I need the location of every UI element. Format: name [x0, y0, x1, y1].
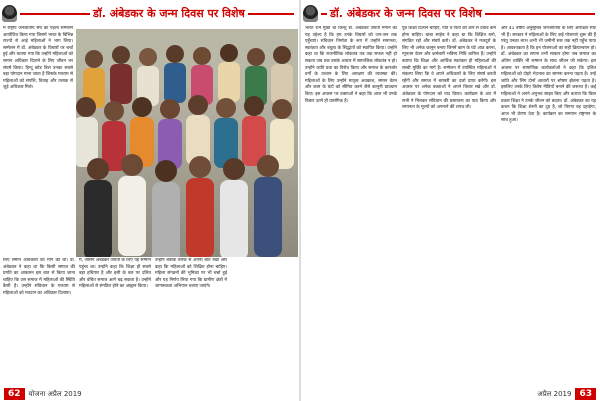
- article-text: और 41 वर्षीय अनुसूचित जनजातियों के लिए आरक्षित सीटें भी हैं। सरकार ने महिलाओं के लिए कई योजनाएं शुरू की हैं परंतु उनका लाभ अभी भी जमीनी स्तर तक नहीं पहुँच पाया है। आवश्यकता है कि इन योजनाओं का सही क्रियान्वयन हो। डॉ. अंबेडकर का सपना तभी साकार होगा जब समाज का अंतिम व्यक्ति भी सम्मान के साथ जीवन जी सकेगा। इस अवसर पर सामाजिक कार्यकर्ताओं ने कहा कि दलित महिलाओं को दोहरे भेदभाव का सामना करना पड़ता है। उन्हें जाति और लिंग दोनों आधारों पर शोषण झेलना पड़ता है। इसलिए उनके लिए विशेष नीतियाँ बनाने की जरूरत है। कई महिलाओं ने अपने अनुभव साझा किए और बताया कि किस प्रकार शिक्षा ने उनके जीवन को बदला। डॉ. अंबेडकर का यह कथन कि शिक्षा शेरनी का दूध है, जो पिएगा वह दहाड़ेगा, आज भी प्रेरणा देता है। कार्यक्रम का समापन राष्ट्रगान के साथ हुआ।: [501, 26, 596, 124]
- page-title: डॉ. अंबेडकर के जन्म दिवस पर विशेष: [330, 7, 482, 20]
- article-column: [3, 26, 73, 256]
- article-column: [501, 26, 596, 384]
- issue-date: अप्रैल 2019: [537, 389, 572, 398]
- left-page-header: [2, 5, 297, 22]
- article-column: [305, 26, 397, 384]
- article-text: पुत्र शिक्षा दिलाने चाहिए, पति व पिता की ओर से दबाव कम होना चाहिए। बाबा साहेब ने कहा था कि शिक्षित बनो, संगठित रहो और संघर्ष करो। डॉ. अंबेडकर ने मजदूरों के लिए भी अनेक कानून बनाए जिनमें काम के घंटे आठ करना, न्यूनतम वेतन और कर्मचारी भविष्य निधि शामिल हैं। उन्होंने बताया कि शिक्षा और आर्थिक स्वतंत्रता ही महिलाओं की सच्ची मुक्ति का मार्ग है। सम्मेलन में उपस्थित महिलाओं ने संकल्प लिया कि वे अपने अधिकारों के लिए संघर्ष करती रहेंगी और समाज में बराबरी का दर्जा प्राप्त करेंगी। इस अवसर पर अनेक वक्ताओं ने अपने विचार रखे और डॉ. अंबेडकर के योगदान को याद किया। कार्यक्रम के अंत में सभी ने मिलकर संविधान की प्रस्तावना का पाठ किया और समानता के मूल्यों को अपनाने की शपथ ली।: [402, 26, 496, 111]
- article-text: उन्होंने बेबाक तरीके से अपनी बात रखी और कहा कि महिलाओं को शिक्षित होना चाहिए। महिला संगठनों की भूमिका पर भी चर्चा हुई और यह निर्णय लिया गया कि ग्रामीण क्षेत्रों में जागरूकता अभियान चलाए जाएंगे।: [155, 258, 227, 290]
- left-footer: [4, 387, 86, 401]
- article-text: में, जैसिंग अंबेडकर जयंती के लिए यह सम्मान पहुंचा था। उन्होंने कहा कि शिक्षा ही सबसे बड़ा हथियार है और इसी के बल पर दलित और वंचित समाज आगे बढ़ सकता है। उन्होंने महिलाओं से संगठित होने का आह्वान किया।: [79, 258, 151, 290]
- page-number: 62: [4, 388, 25, 400]
- left-page: [0, 0, 299, 401]
- header-rule: [321, 13, 327, 15]
- right-footer: [537, 387, 596, 401]
- right-page-header: [303, 5, 598, 22]
- group-photo-image: [76, 29, 298, 257]
- article-column: [79, 258, 151, 385]
- article-column: [155, 258, 227, 385]
- page-number: 63: [575, 388, 596, 400]
- magazine-name: योजना अप्रैल 2019: [28, 389, 82, 398]
- article-text: लिए समान अधिकारों की मांग की थी। डॉ. अंबेडकर ने कहा था कि किसी समाज की प्रगति का आकलन इस बात से किया जाना चाहिए कि उस समाज में महिलाओं की स्थिति कैसी है। उन्होंने संविधान के माध्यम से महिलाओं को मतदान का अधिकार दिलाया।: [3, 258, 75, 296]
- right-page: [301, 0, 600, 401]
- group-photo: [76, 29, 298, 257]
- article-column: [402, 26, 496, 384]
- article-text: में राष्ट्रीय जनजातीय संघ का पहला सम्मेलन आयोजित किया गया जिसमें भारत के विभिन्न राज्यों से आई महिलाओं ने भाग लिया। सम्मेलन में डॉ. अंबेडकर के विचारों पर चर्चा हुई और बताया गया कि उन्होंने महिलाओं को समान अधिकार दिलाने के लिए जीवन भर संघर्ष किया। हिन्दू कोड बिल उनका सबसे बड़ा योगदान माना जाता है जिसके माध्यम से महिलाओं को संपत्ति, विवाह और तलाक से जुड़े अधिकार मिले।: [3, 26, 73, 91]
- ambedkar-portrait-icon: [303, 5, 318, 22]
- header-rule: [248, 13, 294, 15]
- article-column: [3, 258, 75, 385]
- article-text: भारत रत्न मुक्त था किन्तु डॉ. अंबेडकर जयंती मनाने का यह उद्देश्य है कि हम उनके विचारों को जन-जन तक पहुँचाएं। संविधान निर्माता के रूप में उन्होंने समानता, स्वतंत्रता और बंधुत्व के सिद्धांतों को स्थापित किया। उन्होंने कहा था कि राजनीतिक लोकतंत्र तब तक सफल नहीं हो सकता जब तक उसके आधार में सामाजिक लोकतंत्र न हो। उन्होंने जाति प्रथा का विरोध किया और समाज के कमजोर वर्गों के उत्थान के लिए आरक्षण की व्यवस्था की। महिलाओं के लिए उन्होंने मातृत्व अवकाश, समान वेतन और काम के घंटों को सीमित करने जैसे कानूनी प्रावधान किए। इस अवसर पर वक्ताओं ने कहा कि आज भी उनके विचार उतने ही प्रासंगिक हैं।: [305, 26, 397, 104]
- ambedkar-portrait-icon: [2, 5, 17, 22]
- header-rule: [20, 13, 90, 15]
- header-rule: [485, 13, 595, 15]
- page-title: डॉ. अंबेडकर के जन्म दिवस पर विशेष: [93, 7, 245, 20]
